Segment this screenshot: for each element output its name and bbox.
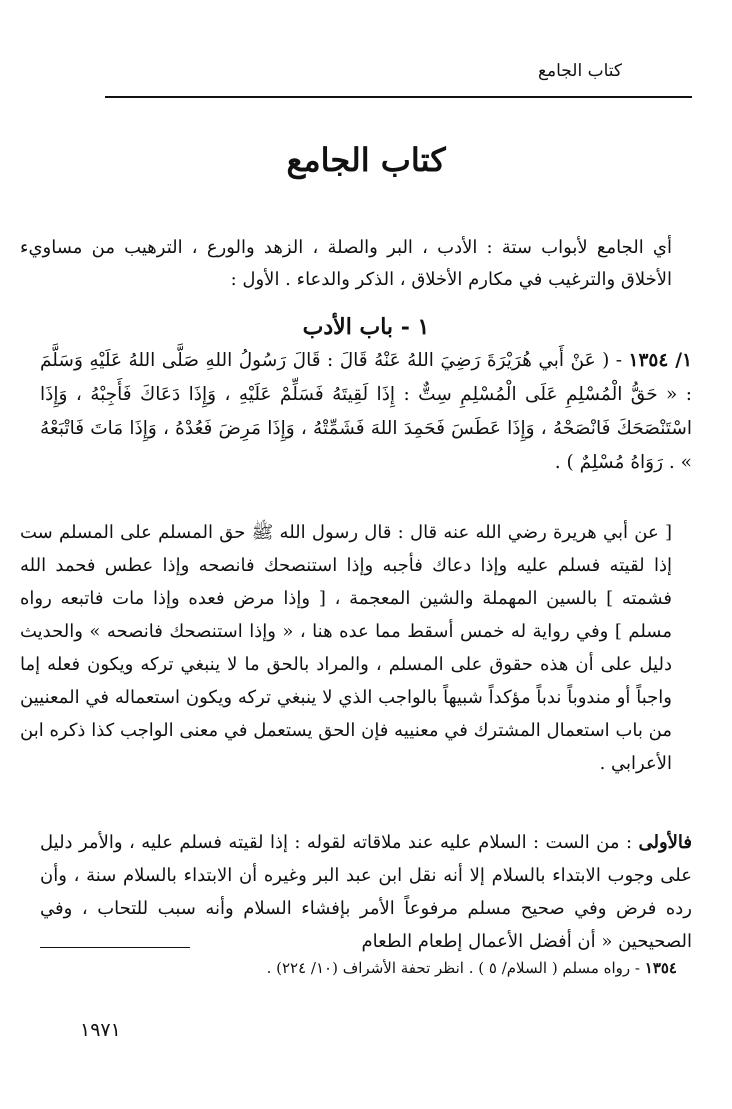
- commentary-paragraph: [ عن أبي هريرة رضي الله عنه قال : قال رسول الله ﷺ حق المسلم على المسلم ست إذا لقيته فسلم عليه وإذا دعاك فأجبه وإذا استنصحك فانصحه وإذا عطس فحمد الله فشمته ] بالسين المهملة والشين المعجمة ، [ وإذا مرض فعده وإذا مات فاتبعه رواه مسلم ] وفي رواية له خمس أسقط مما عده هنا ، « وإذا استنصحك فانصحه » والحديث دليل على أن هذه حقوق على المسلم ، والمراد بالحق ما لا ينبغي تركه ويكون فعله إما واجباً أو مندوباً ندباً مؤكداً شبيهاً بالواجب الذي لا ينبغي تركه ويكون استعماله في المعنيين من باب استعمال المشترك في معنييه فإن الحق يستعمل في معنى الواجب كذا ذكره ابن الأعرابي .: [20, 522, 673, 774]
- first-note-paragraph: [40, 826, 692, 958]
- footnote: [57, 956, 677, 980]
- first-note-label: فالأولى: [638, 832, 692, 853]
- footnote-number: ١٣٥٤: [644, 959, 677, 977]
- running-head: كتاب الجامع: [537, 61, 622, 81]
- footnote-rule: [40, 947, 190, 948]
- header-rule: [105, 96, 692, 98]
- footnote-text: - رواه مسلم ( السلام/ ٥ ) . انظر تحفة الأشراف (١٠/ ٢٢٤) .: [266, 959, 640, 977]
- first-note-body: : من الست : السلام عليه عند ملاقاته لقوله : إذا لقيته فسلم عليه ، والأمر دليل على وجوب الابتداء بالسلام إلا أنه نقل ابن عبد البر وغيره أن الابتداء بالسلام سنة ، وأن رده فرض وفي صحيح مسلم مرفوعاً الأمر بإفشاء السلام وأنه سبب للتحاب ، وفي الصحيحين « أن أفضل الأعمال إطعام الطعام: [40, 832, 692, 952]
- section-heading: ١ - باب الأدب: [302, 314, 430, 340]
- hadith-number: ١/ ١٣٥٤: [628, 350, 692, 371]
- intro-paragraph: أي الجامع لأبواب ستة : الأدب ، البر والصلة ، الزهد والورع ، الترهيب من مساويء الأخلاق والترغيب في مكارم الأخلاق ، الذكر والدعاء . الأول :: [20, 237, 672, 290]
- hadith-body: - ( عَنْ أَبي هُرَيْرَةَ رَضِيَ اللهُ عَنْهُ قَالَ : قَالَ رَسُولُ اللهِ صَلَّى اللهُ عَلَيْهِ وَسَلَّمَ : « حَقُّ الْمُسْلِمِ عَلَى الْمُسْلِمِ سِتٌّ : إِذَا لَقِيتَهُ فَسَلِّمْ عَلَيْهِ ، وَإِذَا دَعَاكَ فَأَجِبْهُ ، وَإِذَا اسْتَنْصَحَكَ فَانْصَحْهُ ، وَإِذَا عَطَسَ فَحَمِدَ اللهَ فَشَمِّتْهُ ، وَإِذَا مَرِضَ فَعُدْهُ ، وَإِذَا مَاتَ فَاتْبَعْهُ » . رَوَاهُ مُسْلِمٌ ) .: [40, 350, 692, 473]
- page-number: ١٩٧١: [80, 1019, 121, 1041]
- hadith-text: [40, 344, 692, 480]
- chapter-title: كتاب الجامع: [286, 141, 446, 179]
